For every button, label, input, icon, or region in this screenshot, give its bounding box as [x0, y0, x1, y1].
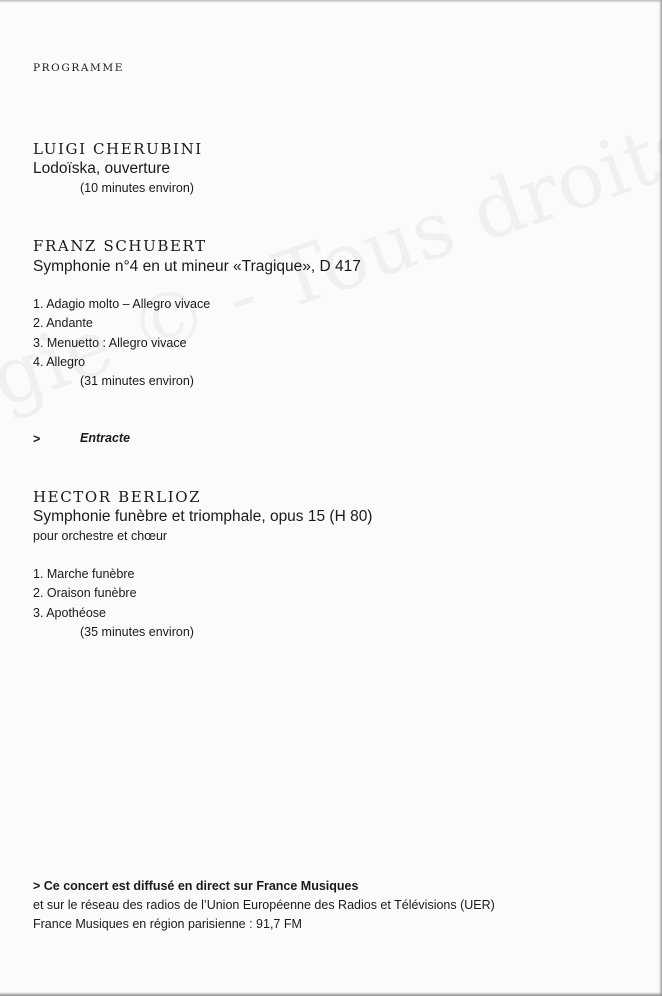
movement-item: 1. Adagio molto – Allegro vivace [33, 297, 211, 311]
work-subtitle: pour orchestre et chœur [33, 529, 168, 543]
work-title: Symphonie funèbre et triomphale, opus 15 (H 80) [33, 508, 373, 525]
movement-item: 4. Allegro [33, 355, 86, 369]
page-edge-bottom [0, 992, 662, 996]
composer-name: HECTOR BERLIOZ [33, 488, 202, 506]
movement-item: 1. Marche funèbre [33, 567, 135, 581]
page-title: PROGRAMME [33, 62, 125, 74]
movement-item: 3. Menuetto : Allegro vivace [33, 336, 187, 350]
page-edge-top [0, 0, 662, 3]
broadcast-network: et sur le réseau des radios de l’Union Européenne des Radios et Télévisions (UER) [33, 898, 495, 912]
intermission-label: Entracte [80, 431, 131, 445]
work-title: Lodoïska, ouverture [33, 160, 171, 177]
duration-note: (10 minutes environ) [80, 181, 194, 195]
duration-note: (31 minutes environ) [80, 374, 194, 388]
movement-item: 3. Apothéose [33, 606, 106, 620]
composer-name: LUIGI CHERUBINI [33, 140, 203, 158]
movement-item: 2. Oraison funèbre [33, 586, 137, 600]
movement-item: 2. Andante [33, 316, 93, 330]
broadcast-headline: > Ce concert est diffusé en direct sur France Musiques [33, 879, 359, 893]
duration-note: (35 minutes environ) [80, 625, 194, 639]
work-title: Symphonie n°4 en ut mineur «Tragique», D 417 [33, 258, 361, 275]
broadcast-frequency: France Musiques en région parisienne : 91,7 FM [33, 917, 302, 931]
intermission-marker: > [33, 432, 41, 446]
composer-name: FRANZ SCHUBERT [33, 237, 207, 255]
